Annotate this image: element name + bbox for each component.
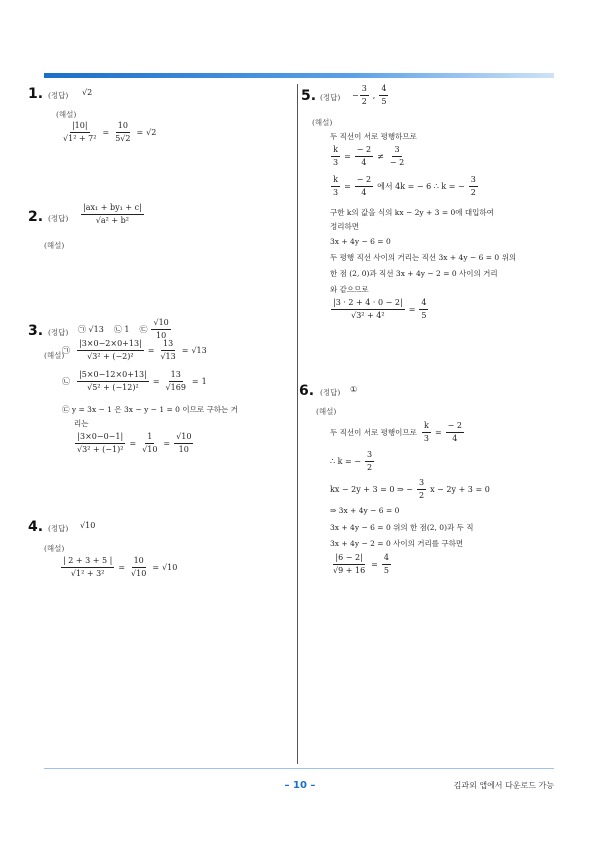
question-number: 5. [301, 88, 317, 104]
solution-line: $\frac{k}{3}$ = $\frac{- 2}{4}$ 에서 4k = − 6 ∴ k = − $\frac{3}{2}$ [333, 175, 476, 197]
answer-value: ㉠ √13 ㉡ 1 ㉢ $\frac{√10}{10}$ [78, 318, 169, 340]
solution-text: 한 점 (2, 0)과 직선 3x + 4y − 2 = 0 사이의 거리 [330, 269, 498, 278]
answer-label: (정답) [48, 328, 69, 337]
footer-divider [44, 768, 554, 769]
answer-value: − $\frac{3}{2}$ , $\frac{4}{5}$ [352, 84, 387, 106]
solution-text: 3x + 4y − 6 = 0 [330, 237, 391, 246]
answer-value: $\frac{\text{|ax₁ + by₁ + c|}}{\text{√a² + b²}}$ [83, 203, 142, 225]
answer-value: ① [350, 385, 358, 394]
answer-label: (정답) [48, 91, 69, 100]
solution-line: ㉡ $\frac{|5\times 0-12\times 0+13|}{\text{√5² + (−12)²}}$ = $\frac{13}{√169}$ = 1 [62, 370, 207, 392]
solution-line: $\frac{|3\times 0-0-1|}{\text{√3² + (−1)²}}$ = $\frac{1}{√10}$ = $\frac{√10}{10}$ [77, 432, 192, 454]
solution-line: ∴ k = − $\frac{3}{2}$ [330, 450, 373, 472]
question-number: 4. [28, 519, 44, 535]
solution-text: 정리하면 [330, 222, 359, 231]
solution-line: 두 직선이 서로 평행이므로 $\frac{k}{3}$ = $\frac{- 2}{4}$ [330, 421, 462, 443]
solution-text: 두 평행 직선 사이의 거리는 직선 3x + 4y − 6 = 0 위의 [330, 253, 517, 262]
question-number: 6. [299, 383, 315, 399]
question-number: 1. [28, 86, 44, 102]
solution-line: kx − 2y + 3 = 0 ⇒ − $\frac{3}{2}$ x − 2y + 3 = 0 [330, 478, 490, 500]
explain-label: (해설) [312, 118, 333, 127]
solution-text: 3x + 4y − 2 = 0 사이의 거리를 구하면 [330, 539, 464, 548]
explain-label: (해설) [44, 241, 65, 250]
answer-label: (정답) [320, 93, 341, 102]
header-bar [44, 73, 554, 78]
page-number: – 10 – [284, 780, 316, 791]
explain-label: (해설) [316, 407, 337, 416]
answer-label: (정답) [48, 524, 69, 533]
solution-text: 3x + 4y − 6 = 0 위의 한 점(2, 0)과 두 직 [330, 523, 474, 532]
answer-value: √2 [82, 88, 93, 97]
solution-line: ㉠ $\frac{|3\times 0-2\times 0+13|}{\text{√3² + (−2)²}}$ = $\frac{13}{√13}$ = √13 [62, 339, 207, 361]
solution-text: 구한 k의 값을 식의 kx − 2y + 3 = 0에 대입하여 [330, 208, 494, 217]
explain-label: (해설) [44, 544, 65, 553]
footer-text: 김과외 앱에서 다운로드 가능 [453, 781, 554, 790]
solution-text: ㉢ y = 3x − 1 은 3x − y − 1 = 0 이므로 구하는 거 [62, 405, 238, 414]
answer-label: (정답) [320, 388, 341, 397]
solution-text: 리는 [74, 419, 89, 428]
column-divider [297, 84, 298, 764]
answer-label: (정답) [48, 214, 69, 223]
solution-text: ⇒ 3x + 4y − 6 = 0 [330, 506, 400, 515]
explain-label: (해설) [56, 110, 77, 119]
solution-line: $\frac{|3 \cdot 2 + 4 \cdot 0 - 2|}{\text{√3² + 4²}}$ = $\frac{4}{5}$ [333, 298, 427, 320]
question-number: 2. [28, 209, 44, 225]
solution-line: $\frac{|6 - 2|}{√9 + 16}$ = $\frac{4}{5}$ [333, 553, 389, 575]
solution-line: $\frac{k}{3}$ = $\frac{- 2}{4}$ ≠ $\frac{3}{- 2}$ [333, 145, 405, 167]
question-number: 3. [28, 323, 44, 339]
explain-label: (해설) [44, 351, 65, 360]
solution-line: $\frac{|10|}{\text{√1² + 7²}}$ = $\frac{10}{5√2}$ = √2 [63, 121, 157, 143]
answer-value: √10 [80, 521, 96, 530]
solution-text: 와 같으므로 [330, 285, 369, 294]
solution-text: 두 직선이 서로 평행하므로 [330, 132, 417, 141]
solution-line: $\frac{| 2 + 3 + 5 |}{\text{√1² + 3²}}$ = $\frac{10}{√10}$ = √10 [63, 556, 178, 578]
